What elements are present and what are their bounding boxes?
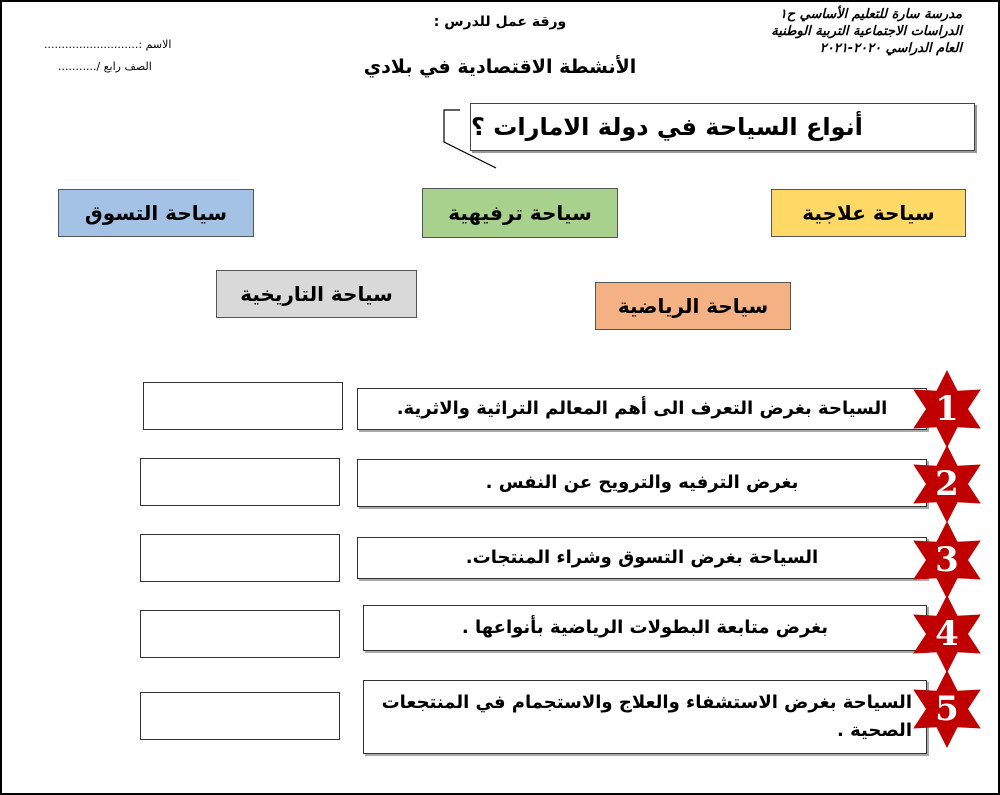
option-sports-tourism[interactable]: سياحة الرياضية (595, 282, 791, 330)
definition-2: بغرض الترفيه والترويح عن النفس . (357, 459, 927, 507)
number-star-5 (906, 668, 988, 750)
school-line: الدراسات الاجتماعية التربية الوطنية (771, 24, 962, 39)
option-entertainment-tourism[interactable]: سياحة ترفيهية (422, 188, 618, 238)
option-medical-tourism[interactable]: سياحة علاجية (771, 189, 966, 237)
number-star-1 (906, 368, 988, 450)
row-number: 2 (935, 464, 959, 504)
answer-drop-box-5[interactable] (140, 692, 340, 740)
row-number: 1 (935, 389, 959, 429)
answer-drop-box-4[interactable] (140, 610, 340, 658)
row-number: 5 (935, 689, 959, 729)
row-number: 3 (935, 540, 959, 580)
answer-drop-box-2[interactable] (140, 458, 340, 506)
number-star-3 (906, 519, 988, 601)
answer-drop-box-1[interactable] (143, 382, 343, 430)
row-number: 4 (935, 614, 959, 654)
school-info (702, 6, 962, 57)
definition-5: السياحة بغرض الاستشفاء والعلاج والاستجمام في المنتجعات الصحية . (363, 680, 927, 754)
student-name-field[interactable]: الاسم :........................... (44, 38, 172, 51)
number-star-4 (906, 593, 988, 675)
school-line: العام الدراسي ٢٠٢٠-٢٠٢١ (819, 41, 962, 56)
question-heading: أنواع السياحة في دولة الامارات ؟ (470, 103, 975, 151)
definition-3: السياحة بغرض التسوق وشراء المنتجات. (357, 537, 927, 579)
worksheet-label: ورقة عمل للدرس : (433, 14, 567, 30)
school-line: مدرسة سارة للتعليم الأساسي ح١ (779, 7, 962, 22)
answer-drop-box-3[interactable] (140, 534, 340, 582)
number-star-2 (906, 443, 988, 525)
option-historical-tourism[interactable]: سياحة التاريخية (216, 270, 417, 318)
definition-1: السياحة بغرض التعرف الى أهم المعالم التراثية والاثرية. (357, 388, 927, 430)
student-grade-field[interactable]: الصف رابع /........... (58, 60, 152, 73)
lesson-title: الأنشطة الاقتصادية في بلادي (363, 56, 637, 78)
definition-4: بغرض متابعة البطولات الرياضية بأنواعها . (363, 605, 927, 651)
option-shopping-tourism[interactable]: سياحة التسوق (58, 189, 254, 237)
